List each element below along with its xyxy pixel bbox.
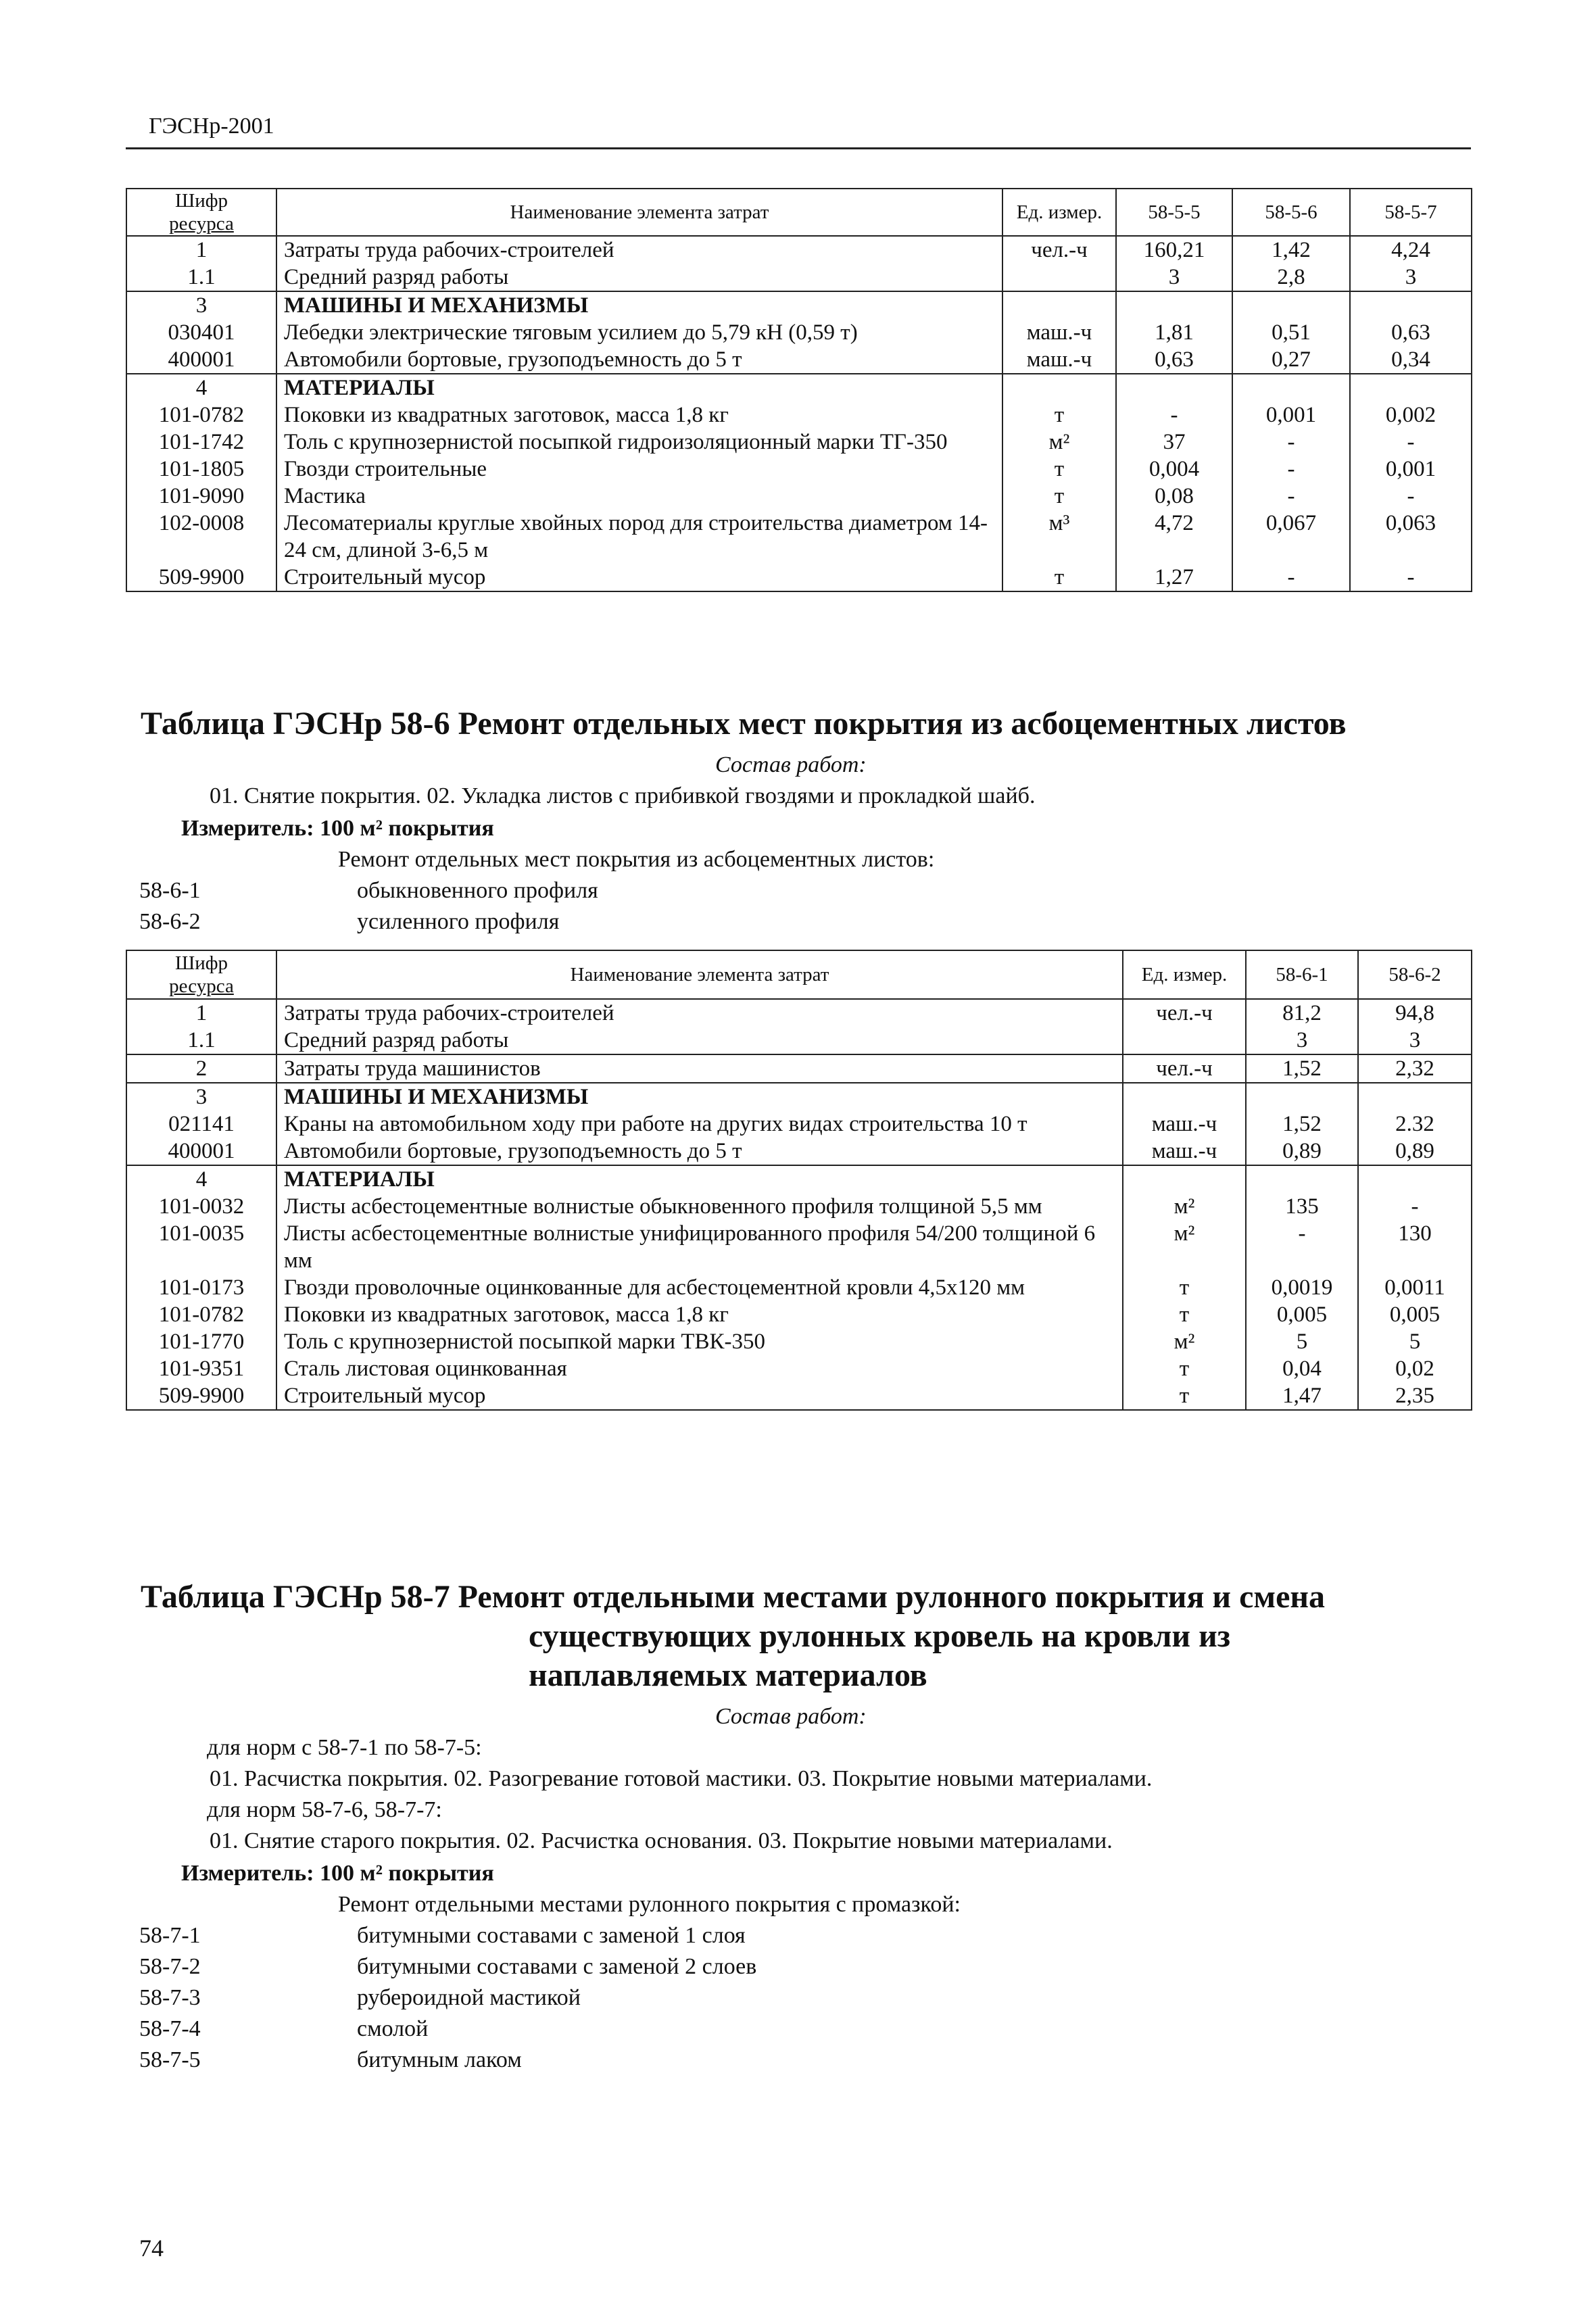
- resource-code: 3: [126, 1083, 276, 1111]
- resource-name: Листы асбестоцементные волнистые обыкновенного профиля толщиной 5,5 мм: [276, 1193, 1123, 1220]
- norm-value: 0,005: [1358, 1301, 1472, 1328]
- unit-cell: м²: [1123, 1328, 1246, 1355]
- norm-value: 37: [1116, 429, 1232, 456]
- norm-value: 3: [1358, 1027, 1472, 1054]
- table-row: [126, 291, 1472, 319]
- resource-code: 030401: [126, 319, 276, 346]
- col-header-norm: 58-6-1: [1246, 950, 1358, 999]
- norm-value: -: [1350, 429, 1472, 456]
- norm-value: 1,47: [1246, 1382, 1358, 1410]
- norm-value: 0,89: [1246, 1138, 1358, 1165]
- table-title: существующих рулонных кровель на кровли из: [529, 1618, 1231, 1654]
- unit-cell: [1002, 291, 1116, 319]
- norm-value: 94,8: [1358, 999, 1472, 1027]
- unit-cell: м²: [1002, 429, 1116, 456]
- norm-value: 0,27: [1232, 346, 1350, 374]
- norm-value: 81,2: [1246, 999, 1358, 1027]
- norm-value: [1246, 1165, 1358, 1193]
- resource-code: 1: [126, 999, 276, 1027]
- measure-label: Измеритель: 100 м² покрытия: [181, 816, 494, 841]
- norm-value: -: [1232, 429, 1350, 456]
- table-row: [126, 1027, 1472, 1054]
- resource-code: 509-9900: [126, 564, 276, 591]
- norm-value: 0,0019: [1246, 1274, 1358, 1301]
- norm-value: 2,35: [1358, 1382, 1472, 1410]
- norm-value: 5: [1358, 1328, 1472, 1355]
- table-title: Таблица ГЭСНр 58-7 Ремонт отдельными местами рулонного покрытия и смена: [141, 1579, 1326, 1615]
- resource-name: Средний разряд работы: [276, 1027, 1123, 1054]
- norm-desc: обыкновенного профиля: [357, 878, 598, 903]
- table-row: [126, 346, 1472, 374]
- resource-code: 021141: [126, 1111, 276, 1138]
- table-row: [126, 1138, 1472, 1165]
- table-row: [126, 429, 1472, 456]
- unit-cell: [1123, 1083, 1246, 1111]
- table-row: [126, 1165, 1472, 1193]
- col-header-norm: 58-5-6: [1232, 189, 1350, 236]
- resource-code: 400001: [126, 1138, 276, 1165]
- unit-cell: т: [1123, 1274, 1246, 1301]
- norm-value: 0,34: [1350, 346, 1472, 374]
- norm-value: 3: [1116, 264, 1232, 291]
- table-row: [126, 483, 1472, 510]
- resource-name: Автомобили бортовые, грузоподъемность до 5 т: [276, 1138, 1123, 1165]
- resource-code: 4: [126, 1165, 276, 1193]
- resource-code: 4: [126, 374, 276, 401]
- norm-code: 58-6-2: [139, 909, 201, 934]
- norm-value: 2,32: [1358, 1054, 1472, 1083]
- resource-name: Гвозди проволочные оцинкованные для асбестоцементной кровли 4,5х120 мм: [276, 1274, 1123, 1301]
- resource-name: Средний разряд работы: [276, 264, 1002, 291]
- col-header-norm: 58-6-2: [1358, 950, 1472, 999]
- norm-value: -: [1246, 1220, 1358, 1274]
- resource-code: 2: [126, 1054, 276, 1083]
- norm-value: 0,63: [1116, 346, 1232, 374]
- norm-value: -: [1232, 483, 1350, 510]
- col-header-unit: Ед. измер.: [1002, 189, 1116, 236]
- measure-label: Измеритель: 100 м² покрытия: [181, 1861, 494, 1886]
- header-title: ГЭСНр-2001: [149, 114, 274, 139]
- resource-name: МАТЕРИАЛЫ: [276, 374, 1002, 401]
- norm-value: 0,063: [1350, 510, 1472, 564]
- unit-cell: т: [1002, 564, 1116, 591]
- table-title: наплавляемых материалов: [529, 1657, 927, 1693]
- resource-code: 101-0035: [126, 1220, 276, 1274]
- norm-desc: битумными составами с заменой 2 слоев: [357, 1954, 757, 1979]
- resource-name: Автомобили бортовые, грузоподъемность до 5 т: [276, 346, 1002, 374]
- norm-value: 5: [1246, 1328, 1358, 1355]
- unit-cell: маш.-ч: [1123, 1138, 1246, 1165]
- col-header-unit: Ед. измер.: [1123, 950, 1246, 999]
- resource-code: 101-9351: [126, 1355, 276, 1382]
- unit-cell: [1002, 374, 1116, 401]
- unit-cell: [1123, 1165, 1246, 1193]
- norm-value: 160,21: [1116, 236, 1232, 264]
- resource-name: Затраты труда машинистов: [276, 1054, 1123, 1083]
- resource-code: 101-1805: [126, 456, 276, 483]
- resource-code: 101-0032: [126, 1193, 276, 1220]
- unit-cell: чел.-ч: [1123, 1054, 1246, 1083]
- norm-desc: рубероидной мастикой: [357, 1985, 581, 2010]
- resource-name: Листы асбестоцементные волнистые унифицированного профиля 54/200 толщиной 6 мм: [276, 1220, 1123, 1274]
- col-header-name: Наименование элемента затрат: [276, 950, 1123, 999]
- unit-cell: маш.-ч: [1002, 319, 1116, 346]
- norm-code: 58-7-4: [139, 2016, 201, 2041]
- resource-code: 509-9900: [126, 1382, 276, 1410]
- resource-code: 102-0008: [126, 510, 276, 564]
- resource-code: 101-0782: [126, 401, 276, 429]
- norm-code: 58-7-5: [139, 2047, 201, 2072]
- resource-name: Сталь листовая оцинкованная: [276, 1355, 1123, 1382]
- unit-cell: т: [1123, 1355, 1246, 1382]
- norm-value: [1350, 291, 1472, 319]
- col-header-norm: 58-5-7: [1350, 189, 1472, 236]
- norm-value: 1,81: [1116, 319, 1232, 346]
- table-row: [126, 1111, 1472, 1138]
- norm-value: 130: [1358, 1220, 1472, 1274]
- resource-code: 101-0782: [126, 1301, 276, 1328]
- unit-cell: маш.-ч: [1123, 1111, 1246, 1138]
- resource-name: Толь с крупнозернистой посыпкой гидроизоляционный марки ТГ-350: [276, 429, 1002, 456]
- norm-value: [1116, 374, 1232, 401]
- norm-value: -: [1232, 564, 1350, 591]
- norm-value: 0,89: [1358, 1138, 1472, 1165]
- unit-cell: т: [1123, 1301, 1246, 1328]
- page-header: [126, 114, 1471, 149]
- norm-intro: Ремонт отдельными местами рулонного покрытия с промазкой:: [338, 1892, 961, 1917]
- norm-value: 2.32: [1358, 1111, 1472, 1138]
- norm-code: 58-7-1: [139, 1923, 201, 1948]
- norm-code: 58-7-3: [139, 1985, 201, 2010]
- table-row: [126, 1301, 1472, 1328]
- table-row: [126, 999, 1472, 1027]
- table-row: [126, 510, 1472, 564]
- norm-value: 1,52: [1246, 1111, 1358, 1138]
- norm-value: -: [1350, 483, 1472, 510]
- resource-name: МАТЕРИАЛЫ: [276, 1165, 1123, 1193]
- table-row: [126, 1083, 1472, 1111]
- resource-code: 400001: [126, 346, 276, 374]
- unit-cell: т: [1002, 483, 1116, 510]
- norm-value: 0,004: [1116, 456, 1232, 483]
- table-row: [126, 319, 1472, 346]
- table-title: Таблица ГЭСНр 58-6 Ремонт отдельных мест покрытия из асбоцементных листов: [141, 706, 1347, 741]
- resource-name: Толь с крупнозернистой посыпкой марки ТВК-350: [276, 1328, 1123, 1355]
- resource-code: 101-9090: [126, 483, 276, 510]
- composition-note: для норм с 58-7-1 по 58-7-5:: [207, 1735, 482, 1760]
- table-row: [126, 236, 1472, 264]
- unit-cell: [1002, 264, 1116, 291]
- resource-name: Гвозди строительные: [276, 456, 1002, 483]
- norm-value: 0,001: [1350, 456, 1472, 483]
- table-row: [126, 1220, 1472, 1274]
- resource-name: Строительный мусор: [276, 564, 1002, 591]
- table-body: [126, 999, 1472, 1410]
- norm-value: -: [1358, 1193, 1472, 1220]
- resource-name: Поковки из квадратных заготовок, масса 1,8 кг: [276, 401, 1002, 429]
- table-row: [126, 564, 1472, 591]
- page-number: 74: [139, 2235, 164, 2262]
- norm-value: 0,005: [1246, 1301, 1358, 1328]
- unit-cell: маш.-ч: [1002, 346, 1116, 374]
- table-row: [126, 1193, 1472, 1220]
- norm-value: 4,24: [1350, 236, 1472, 264]
- norm-value: 0,04: [1246, 1355, 1358, 1382]
- norm-value: [1232, 291, 1350, 319]
- norm-value: [1116, 291, 1232, 319]
- unit-cell: чел.-ч: [1002, 236, 1116, 264]
- norm-desc: усиленного профиля: [357, 909, 560, 934]
- resource-code: 3: [126, 291, 276, 319]
- unit-cell: чел.-ч: [1123, 999, 1246, 1027]
- norm-value: 3: [1246, 1027, 1358, 1054]
- resource-code: 101-1770: [126, 1328, 276, 1355]
- table-row: [126, 456, 1472, 483]
- composition-text: 01. Снятие старого покрытия. 02. Расчистка основания. 03. Покрытие новыми материалами.: [210, 1828, 1113, 1853]
- resource-code: 101-0173: [126, 1274, 276, 1301]
- unit-cell: [1123, 1027, 1246, 1054]
- norm-value: 1,52: [1246, 1054, 1358, 1083]
- table-row: [126, 1328, 1472, 1355]
- norm-value: 0,51: [1232, 319, 1350, 346]
- resource-name: Лебедки электрические тяговым усилием до 5,79 кН (0,59 т): [276, 319, 1002, 346]
- norm-value: 0,02: [1358, 1355, 1472, 1382]
- table-row: [126, 401, 1472, 429]
- norm-value: 0,08: [1116, 483, 1232, 510]
- norm-value: 0,002: [1350, 401, 1472, 429]
- resource-name: Лесоматериалы круглые хвойных пород для строительства диаметром 14-24 см, длиной 3-6,5 м: [276, 510, 1002, 564]
- norm-value: 0,63: [1350, 319, 1472, 346]
- unit-cell: т: [1002, 401, 1116, 429]
- resource-code: 101-1742: [126, 429, 276, 456]
- composition-label: Состав работ:: [715, 752, 867, 777]
- resource-name: МАШИНЫ И МЕХАНИЗМЫ: [276, 291, 1002, 319]
- resource-name: Затраты труда рабочих-строителей: [276, 236, 1002, 264]
- resource-name: МАШИНЫ И МЕХАНИЗМЫ: [276, 1083, 1123, 1111]
- col-header-name: Наименование элемента затрат: [276, 189, 1002, 236]
- table-row: [126, 1382, 1472, 1410]
- norm-value: 2,8: [1232, 264, 1350, 291]
- table-row: [126, 374, 1472, 401]
- unit-cell: м²: [1123, 1193, 1246, 1220]
- unit-cell: т: [1123, 1382, 1246, 1410]
- table-row: [126, 264, 1472, 291]
- norm-desc: битумными составами с заменой 1 слоя: [357, 1923, 746, 1948]
- norm-value: 135: [1246, 1193, 1358, 1220]
- resource-code: 1.1: [126, 1027, 276, 1054]
- resource-name: Строительный мусор: [276, 1382, 1123, 1410]
- resource-name: Мастика: [276, 483, 1002, 510]
- norm-desc: битумным лаком: [357, 2047, 522, 2072]
- table-body: [126, 236, 1472, 591]
- composition-note: для норм 58-7-6, 58-7-7:: [207, 1797, 442, 1822]
- composition-text: 01. Расчистка покрытия. 02. Разогревание готовой мастики. 03. Покрытие новыми материалами.: [210, 1766, 1153, 1791]
- unit-cell: т: [1002, 456, 1116, 483]
- norm-value: 3: [1350, 264, 1472, 291]
- table-row: [126, 1355, 1472, 1382]
- table-row: [126, 1274, 1472, 1301]
- resource-code: 1: [126, 236, 276, 264]
- col-header-norm: 58-5-5: [1116, 189, 1232, 236]
- resource-code: 1.1: [126, 264, 276, 291]
- unit-cell: м²: [1123, 1220, 1246, 1274]
- col-header-shifr: Шифр ресурса: [126, 950, 276, 999]
- unit-cell: м³: [1002, 510, 1116, 564]
- norm-value: [1350, 374, 1472, 401]
- col-header-shifr: Шифр ресурса: [126, 189, 276, 236]
- resource-table-58-6: [126, 950, 1472, 1411]
- norm-value: [1246, 1083, 1358, 1111]
- resource-table-58-5: [126, 188, 1472, 592]
- norm-value: 0,001: [1232, 401, 1350, 429]
- composition-text: 01. Снятие покрытия. 02. Укладка листов с прибивкой гвоздями и прокладкой шайб.: [210, 783, 1036, 808]
- norm-value: 4,72: [1116, 510, 1232, 564]
- norm-value: 0,067: [1232, 510, 1350, 564]
- norm-value: -: [1116, 401, 1232, 429]
- norm-code: 58-6-1: [139, 878, 201, 903]
- norm-intro: Ремонт отдельных мест покрытия из асбоцементных листов:: [338, 847, 935, 872]
- norm-value: [1232, 374, 1350, 401]
- norm-code: 58-7-2: [139, 1954, 201, 1979]
- norm-value: 1,27: [1116, 564, 1232, 591]
- composition-label: Состав работ:: [715, 1704, 867, 1729]
- resource-name: Поковки из квадратных заготовок, масса 1,8 кг: [276, 1301, 1123, 1328]
- norm-value: -: [1232, 456, 1350, 483]
- resource-name: Затраты труда рабочих-строителей: [276, 999, 1123, 1027]
- norm-value: [1358, 1165, 1472, 1193]
- norm-value: -: [1350, 564, 1472, 591]
- norm-value: 1,42: [1232, 236, 1350, 264]
- norm-value: [1358, 1083, 1472, 1111]
- norm-value: 0,0011: [1358, 1274, 1472, 1301]
- table-row: [126, 1054, 1472, 1083]
- norm-desc: смолой: [357, 2016, 429, 2041]
- resource-name: Краны на автомобильном ходу при работе на других видах строительства 10 т: [276, 1111, 1123, 1138]
